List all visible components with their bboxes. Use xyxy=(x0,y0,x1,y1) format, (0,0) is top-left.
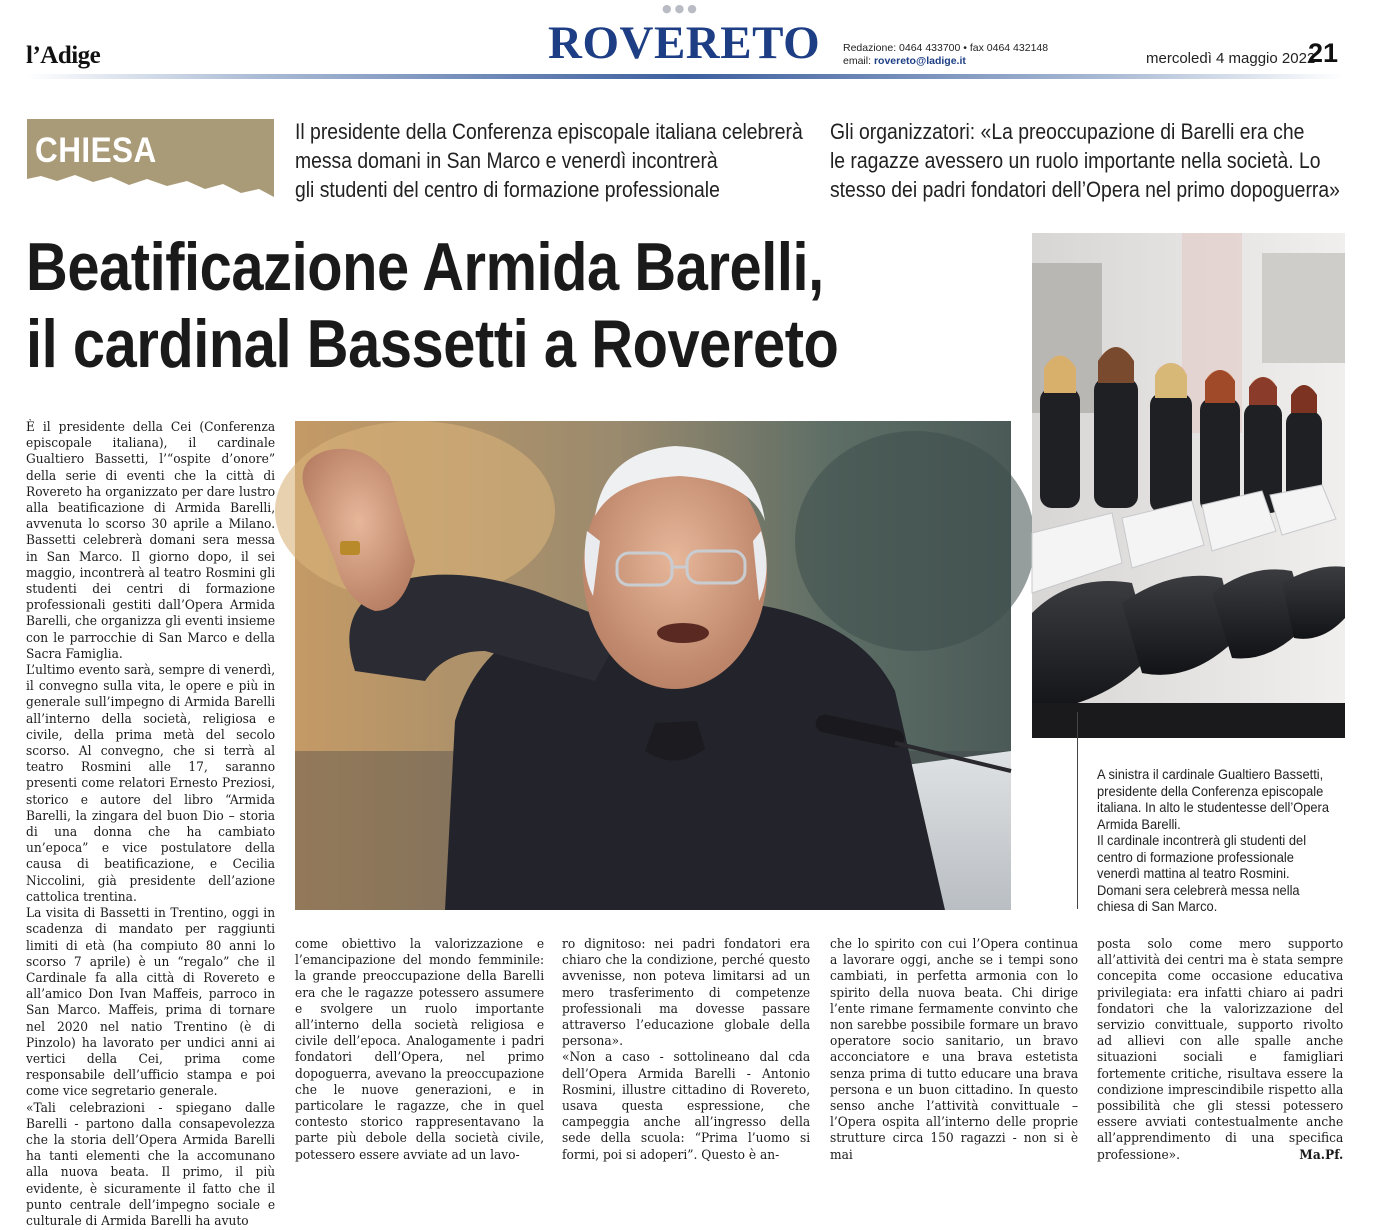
summary-left-line: gli studenti del centro di formazione professionale xyxy=(295,177,720,202)
masthead xyxy=(0,0,1376,82)
summary-left xyxy=(295,117,803,204)
newspaper-brand[interactable]: l’Adige xyxy=(26,42,101,69)
cardinal-photo[interactable] xyxy=(295,421,1011,910)
article-paragraph: come obiettivo la valorizzazione e l’emancipazione del mondo femminile: la grande preoccupazione della Barelli era che le ragazze potessero assumere e svolgere un ruolo importante all’interno della società religiosa e civile dell’epoca. Analogamente i padri fondatori dell’Opera, nel primo dopoguerra, avevano la preoccupazione che le nuove generazioni, e in particolare le ragazze, che in quel contesto storico rappresentavano la parte più debole della società civile, potessero essere avviate ad un lavo- xyxy=(295,937,545,1163)
article-paragraph: La visita di Bassetti in Trentino, oggi in scadenza di mandato per raggiunti limiti di età (ha compiuto 80 anni lo scorso 7 aprile) è un “regalo” che il Cardinale fa alla città di Rovereto e all’amico Don Ivan Maffeis, parroco in San Marco. Maffeis, prima di tornare nel 2020 nel natio Trentino (è di Pinzolo) ha lavorato per undici anni ai vertici della Cei, prima come responsabile dell’ufficio stampa e poi come vice segretario generale. xyxy=(26,906,276,1100)
issue-date: mercoledì 4 maggio 2022 xyxy=(1146,50,1316,67)
article-paragraph: È il presidente della Cei (Conferenza episcopale italiana), il cardinale Gualtiero Bassetti, l’“ospite d’onore” della serie di eventi che la città di Rovereto ha organizzato per dare lustro alla beatificazione di Armida Barelli, avvenuta lo scorso 30 aprile a Milano. Bassetti celebrerà domani sera messa in San Marco. Il giorno dopo, il sei maggio, incontrerà al teatro Rosmini gli studenti dei centri di formazione professionali gestiti dall’Opera Armida Barelli, che organizza gli eventi insieme con le parrocchie di San Marco e della Sacra Famiglia. xyxy=(26,420,276,662)
email-line xyxy=(843,55,1048,68)
email-link[interactable]: rovereto@ladige.it xyxy=(873,55,966,67)
caption-paragraph: Il cardinale incontrerà gli studenti del centro di formazione professionale venerdì mattina al teatro Rosmini. Domani sera celebrerà messa nella chiesa di San Marco. xyxy=(1097,832,1307,914)
email-label: email: xyxy=(843,55,872,67)
headline-line-2: il cardinal Bassetti a Rovereto xyxy=(26,306,839,382)
headline xyxy=(26,229,876,383)
decorative-dots: ●●● xyxy=(662,2,700,15)
article-paragraph: che lo spirito con cui l’Opera continua a lavorare oggi, anche se i tempi sono cambiati, in perfetta armonia con lo spirito della nuova beata. Chi dirige l’ente rimane fermamente convinto che non sarebbe possibile formare un bravo operatore socio sanitario, un bravo acconciatore e una brava estetista senza prima di tutto educare una brava persona e un buon cittadino. In questo senso anche l’attività convittuale – l’Opera ospita all’interno delle proprie strutture circa 150 ragazzi - non si è mai xyxy=(830,937,1079,1163)
caption-pointer-line xyxy=(1077,712,1078,909)
article-paragraph: «Tali celebrazioni - spiegano dalle Barelli - partono dalla consapevolezza che la storia dell’Opera Armida Barelli ha tanti elementi che la accomunano alla nuova beata. Il primo, il più evidente, è sicuramente il fatto che il punto centrale dell’impegno sociale e culturale di Armida Barelli ha avuto xyxy=(26,1100,276,1229)
article-column-4 xyxy=(830,937,1079,1163)
kicker-label: CHIESA xyxy=(35,131,157,170)
article-paragraph: L’ultimo evento sarà, sempre di venerdì, il convegno sulla vita, le opere e più in generale sull’impegno di Armida Barelli all’interno della società, religiosa e civile, della prima metà del secolo scorso. Al convegno, che si terrà al teatro Rosmini alle 17, saranno presenti come relatori Ernesto Preziosi, storico e autore del libro “Armida Barelli, la zingara del buon Dio – storia di una donna che ha cambiato un’epoca” e vice postulatore della causa di beatificazione, e Cecilia Niccolini, già presidente dell’azione cattolica trentina. xyxy=(26,663,276,905)
caption-paragraph: A sinistra il cardinale Gualtiero Bassetti, presidente della Conferenza episcopale italiana. In alto le studentesse dell’Opera Armida Barelli. xyxy=(1097,766,1329,832)
article-column-3 xyxy=(562,937,811,1163)
summary-right-line: Gli organizzatori: «La preoccupazione di Barelli era che xyxy=(830,119,1305,144)
page-number: 21 xyxy=(1308,38,1339,68)
summary-left-line: Il presidente della Conferenza episcopale italiana celebrerà xyxy=(295,119,803,144)
article-column-2 xyxy=(295,937,545,1163)
headline-line-1: Beatificazione Armida Barelli, xyxy=(26,229,824,305)
article-paragraph: ro dignitoso: nei padri fondatori era chiaro che la condizione, perché questo avvenisse, non poteva limitarsi ad un mero trasferimento di competenze professionali ma dovesse passare attraverso l’educazione globale della persona». xyxy=(562,937,811,1050)
summary-right-line: le ragazze avessero un ruolo importante nella società. Lo xyxy=(830,148,1321,173)
students-illustration xyxy=(1032,233,1345,738)
contact-info xyxy=(843,42,1048,68)
cardinal-illustration xyxy=(295,421,1011,910)
section-title: ROVERETO xyxy=(548,17,821,69)
redazione-phone: Redazione: 0464 433700 • fax 0464 432148 xyxy=(843,42,1049,54)
summary-left-line: messa domani in San Marco e venerdì incontrerà xyxy=(295,148,718,173)
summary-right-line: stesso dei padri fondatori dell’Opera nel primo dopoguerra» xyxy=(830,177,1340,202)
section-kicker xyxy=(27,119,274,201)
article-column-1 xyxy=(26,420,276,1229)
students-photo[interactable] xyxy=(1032,233,1345,738)
article-closing-text: posta solo come mero supporto all’attività dei centri ma è stata sempre concepita come occasione educativa privilegiata: era infatti chiaro ai padri fondatori che la valorizzazione del servizio convittuale, supporto rivolto ad allievi con alle spalle anche situazioni sociali e famigliari fortemente critiche, risultava essere la condizione imprescindibile rispetto alla possibilità che gli stessi potessero essere avviati contestualmente anche all’apprendimento di una specifica professione». xyxy=(1097,937,1344,1163)
masthead-rule xyxy=(26,74,1344,79)
photo-caption xyxy=(1097,766,1336,915)
article-paragraph xyxy=(1097,937,1343,1164)
author-signature: Ma.Pf. xyxy=(1299,1147,1344,1163)
article-column-5 xyxy=(1097,937,1344,1163)
summary-right xyxy=(830,117,1340,204)
article-paragraph: «Non a caso - sottolineano dal cda dell’Opera Armida Barelli - Antonio Rosmini, illustre cittadino di Rovereto, usava questa espressione, che campeggia anche all’ingresso della sede della scuola: “Prima l’uomo si formi, poi si adoperi”. Questo è an- xyxy=(562,1050,811,1163)
